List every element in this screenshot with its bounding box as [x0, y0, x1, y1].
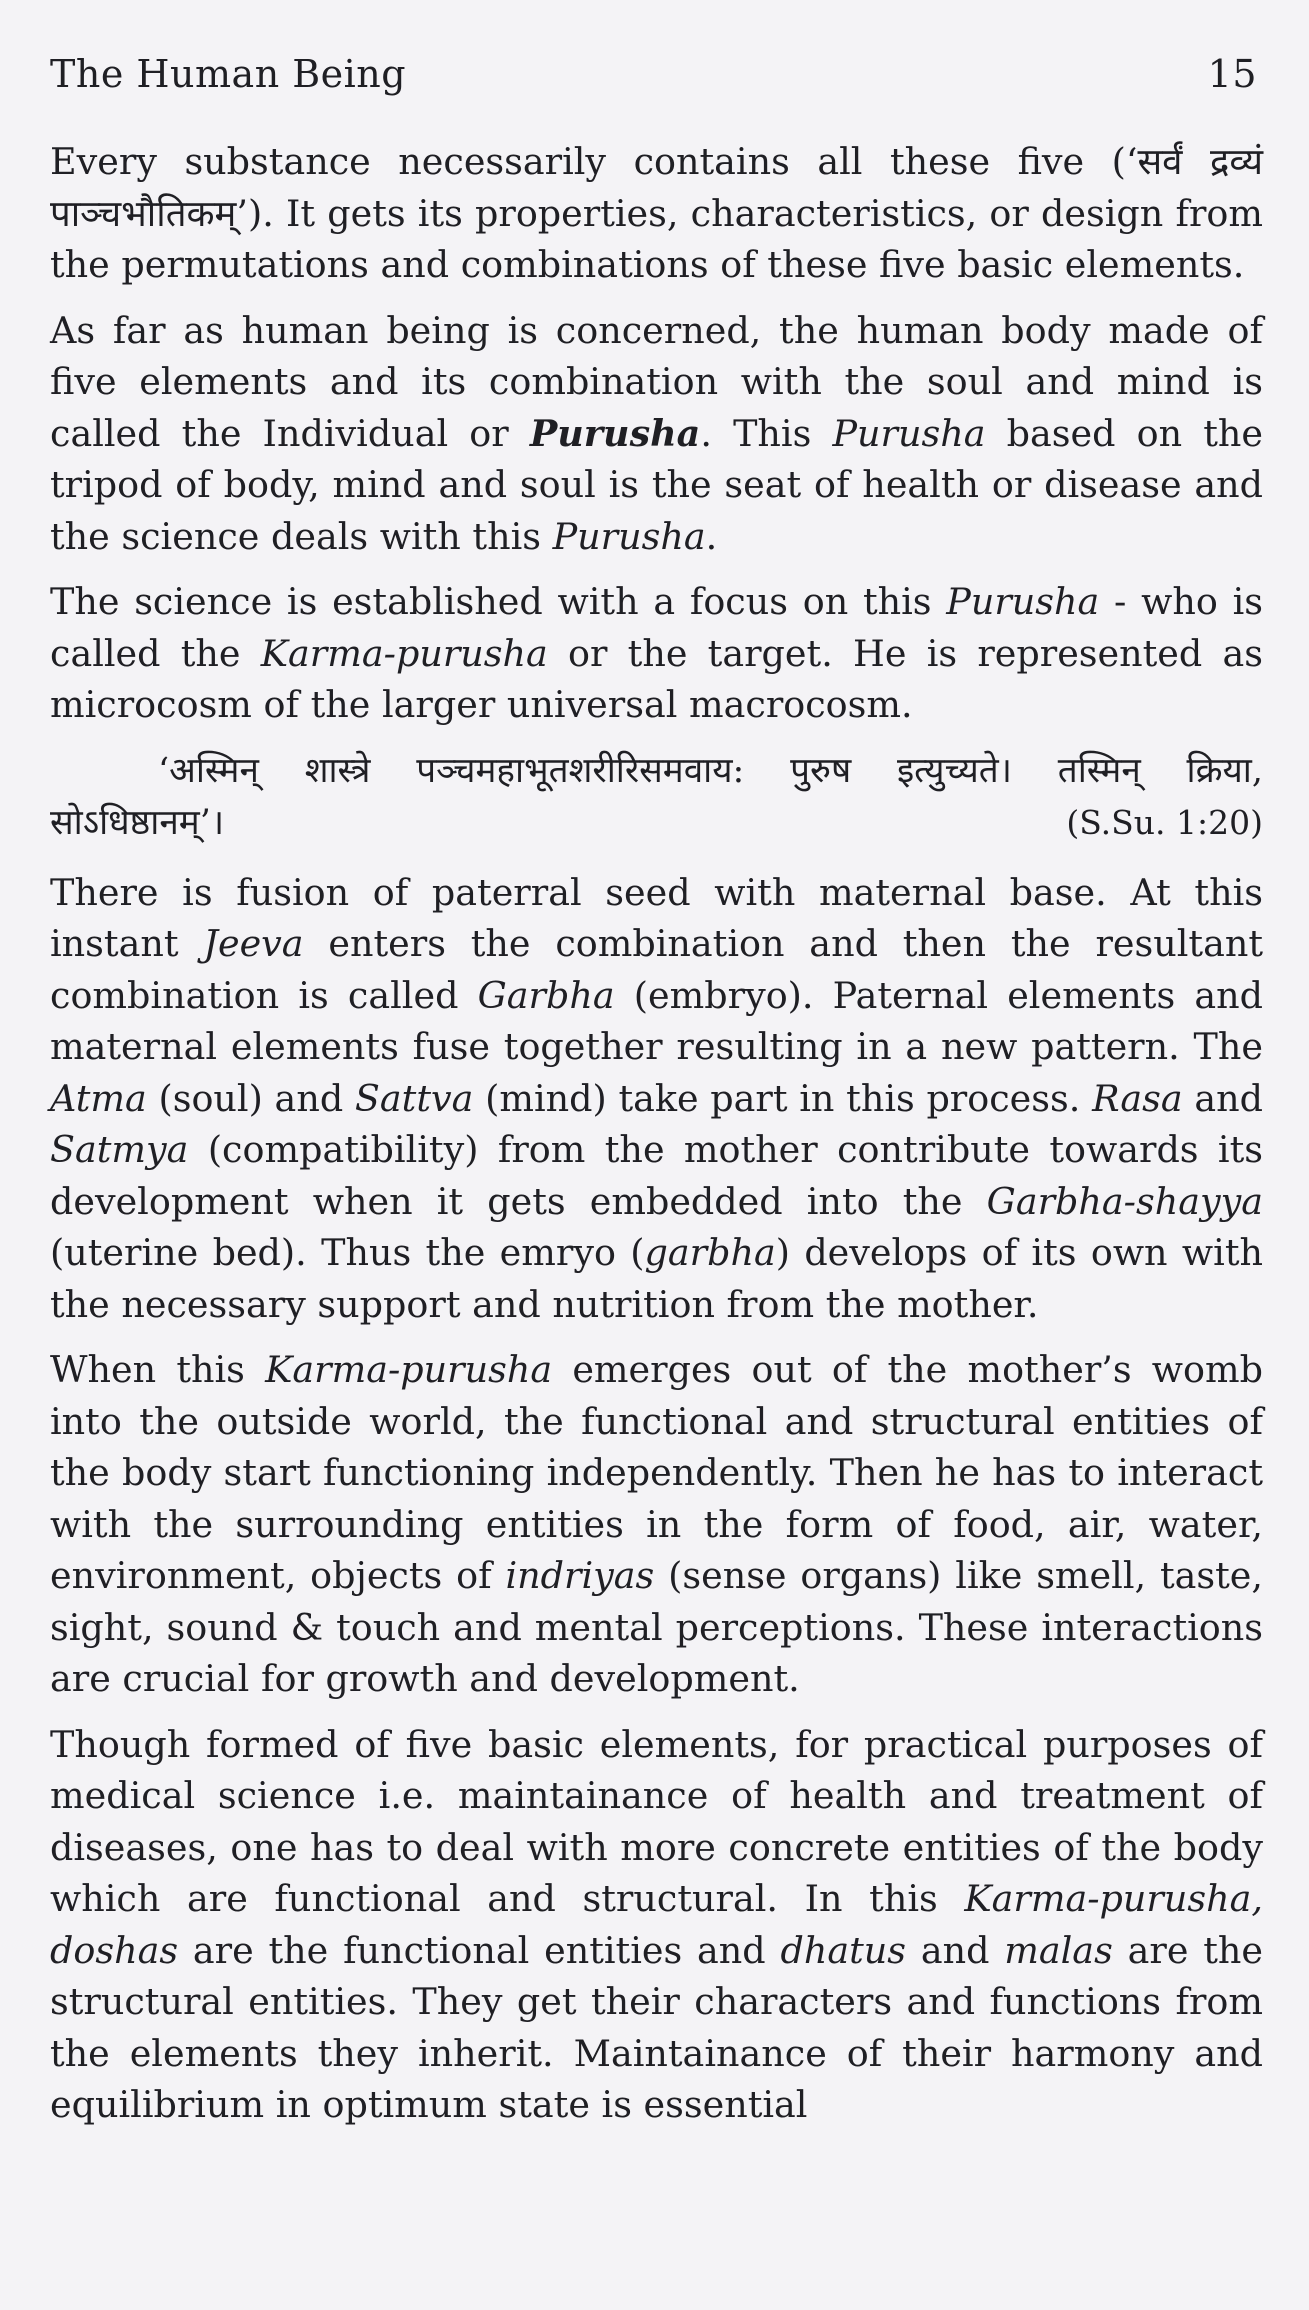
term-malas: malas — [1004, 1928, 1113, 1972]
term-purusha: Purusha — [529, 411, 701, 455]
term-rasa: Rasa — [1092, 1076, 1183, 1120]
sanskrit-quote-line-2 — [50, 797, 1263, 849]
term-karma-purusha: Karma-purusha — [265, 1348, 553, 1391]
text-run: (compatibility) from the mother contribute towards its development when it gets embedded into the — [50, 1128, 1263, 1223]
citation-reference: (S.Su. 1:20) — [1066, 802, 1263, 842]
text-run: based on the tripod of body, mind and soul is the seat of health or disease and the science deals with this — [50, 411, 1263, 558]
term-garbha-shayya: Garbha-shayya — [986, 1179, 1263, 1223]
sanskrit-quote-line-1: ‘अस्मिन् शास्त्रे पञ्चमहाभूतशरीरिसमवाय: पुरुष इत्युच्यते। तस्मिन् क्रिया, — [158, 750, 1263, 791]
text-run: are the structural entities. They get their characters and functions from the elements they inherit. Maintainance of their harmony and equilibrium in optimum state is essential — [50, 1928, 1264, 2126]
term-indriyas: indriyas — [505, 1554, 655, 1597]
text-run: (uterine bed). Thus the emryo ( — [50, 1231, 645, 1274]
text-run: There is fusion of paterral seed with maternal base. At this instant — [50, 870, 1263, 965]
sanskrit-quote — [50, 745, 1263, 849]
text-run: emerges out of the mother’s womb into the outside world, the functional and structural entities of the body start functioning independently. Then he has to interact with the surrounding entities in the form of food, air, water, environment, objects of — [50, 1348, 1263, 1597]
text-run: (mind) take part in this process. — [473, 1076, 1093, 1120]
paragraph-2 — [50, 305, 1263, 563]
text-run: - who is called the — [50, 580, 1263, 675]
term-garbha: Garbha — [477, 973, 615, 1017]
page-number: 15 — [1207, 52, 1257, 96]
term-sattva: Sattva — [354, 1076, 474, 1120]
text-run: . This — [700, 411, 833, 455]
text-run: enters the combination and then the resultant combination is called — [50, 922, 1264, 1017]
term-satmya: Satmya — [50, 1128, 189, 1171]
sanskrit-quote-end: सोऽधिष्ठानम्’। — [50, 802, 225, 843]
text-run: ) develops of its own with the necessary support and nutrition from the mother. — [50, 1231, 1264, 1326]
running-header — [50, 52, 1263, 96]
paragraph-1 — [50, 136, 1263, 291]
text-run: (embryo). Paternal elements and maternal elements fuse together resulting in a new pattern. The — [50, 973, 1264, 1068]
term-jeeva: Jeeva — [203, 922, 304, 965]
text-run: are the functional entities and — [178, 1928, 781, 1972]
text-run: As far as human being is concerned, the human body made of five elements and its combination with the soul and mind is called the Individual or — [50, 308, 1263, 455]
term-karma-purusha: Karma-purusha — [260, 631, 548, 675]
term-dhatus: dhatus — [780, 1928, 907, 1972]
term-karma-purusha-doshas: Karma-purusha, doshas — [50, 1877, 1263, 1972]
paragraph-3 — [50, 576, 1263, 731]
paragraph-6 — [50, 1719, 1263, 2131]
chapter-title: The Human Being — [50, 52, 407, 96]
term-purusha: Purusha — [946, 580, 1100, 623]
text-run: and — [1182, 1076, 1263, 1120]
term-atma: Atma — [50, 1076, 147, 1120]
text-run: Every substance necessarily contains all these five (‘सर्वं द्रव्यं पाञ्चभौतिकम्’). It gets its properties, characteristics, or design from the permutations and combinations of these five basic elements. — [50, 140, 1263, 286]
paragraph-5 — [50, 1344, 1263, 1705]
text-run: The science is established with a focus on this — [50, 580, 947, 623]
text-run: . — [705, 514, 718, 558]
paragraph-4 — [50, 867, 1263, 1331]
text-run: When this — [50, 1348, 266, 1391]
text-run: and — [906, 1928, 1005, 1972]
text-run: (sense organs) like smell, taste, sight, sound & touch and mental perceptions. These interactions are crucial for growth and development. — [50, 1554, 1263, 1700]
text-run: (soul) and — [146, 1076, 355, 1120]
term-purusha: Purusha — [552, 514, 706, 558]
text-run: or the target. He is represented as microcosm of the larger universal macrocosm. — [50, 631, 1263, 726]
term-garbha: garbha — [644, 1231, 776, 1274]
text-run: Though formed of five basic elements, for practical purposes of medical science i.e. maintainance of health and treatment of diseases, one has to deal with more concrete entities of the body which are functional and structural. In this — [50, 1722, 1263, 1920]
term-purusha: Purusha — [832, 411, 986, 455]
